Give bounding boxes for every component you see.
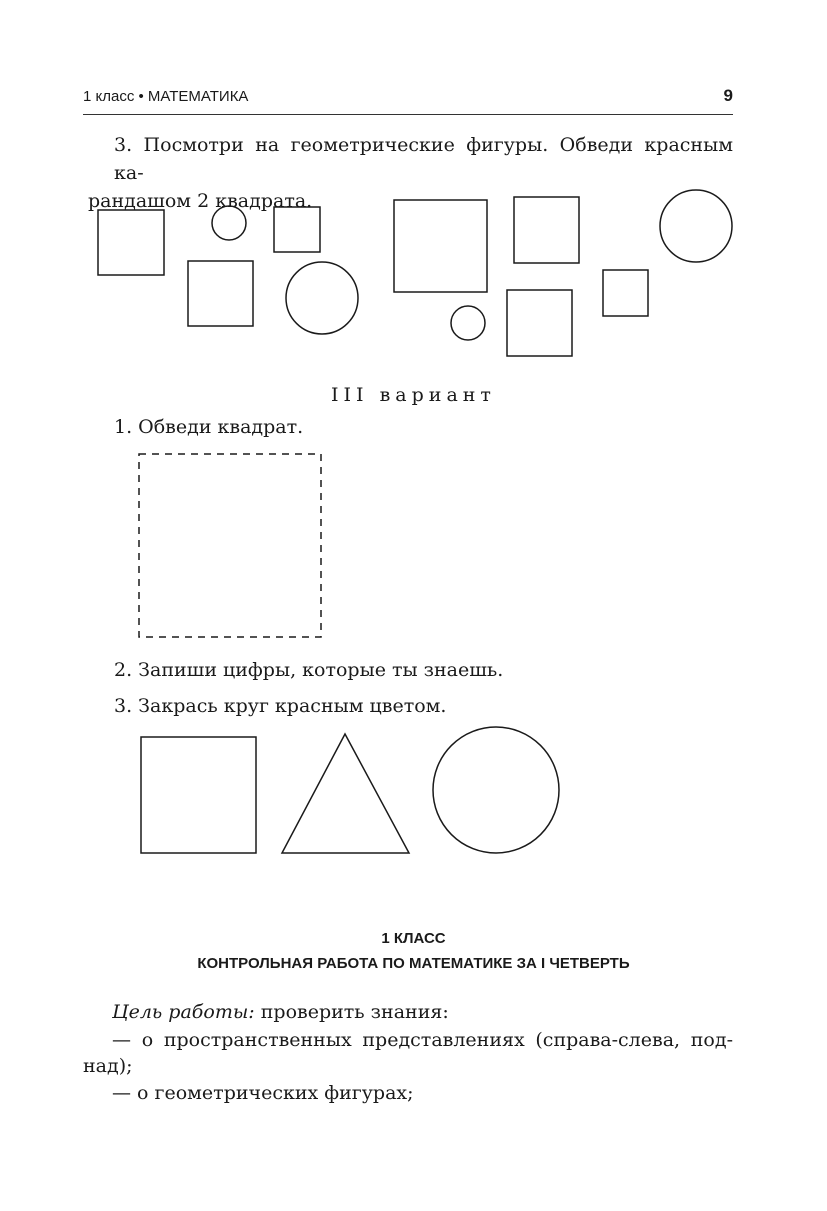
task3-text: 3. Закрась круг красным цветом.	[114, 695, 447, 717]
goal-label: Цель работы:	[112, 1001, 255, 1023]
page-number: 9	[723, 86, 733, 105]
task3-prev-line2: рандашом 2 квадрата.	[88, 190, 313, 212]
circle-shape	[212, 206, 246, 240]
circle-shape	[660, 190, 732, 262]
goal-item2: — о геометрических фигурах;	[112, 1082, 414, 1104]
section-title: КОНТРОЛЬНАЯ РАБОТА ПО МАТЕМАТИКЕ ЗА I ЧЕТВЕРТЬ	[197, 955, 630, 972]
goal-text: проверить знания:	[254, 1001, 449, 1023]
section-grade: 1 КЛАСС	[381, 930, 446, 947]
square-shape	[188, 261, 253, 326]
square-shape	[98, 210, 164, 275]
task1-text: 1. Обведи квадрат.	[114, 416, 304, 438]
square-shape	[141, 737, 256, 853]
goal-item1-line1: — о пространственных представлениях (справа-слева, под-	[112, 1029, 733, 1051]
square-shape	[514, 197, 579, 263]
circle-shape	[451, 306, 485, 340]
task3-prev-line1: 3. Посмотри на геометрические фигуры. Обведи красным ка-	[114, 134, 733, 184]
goal-line	[112, 998, 733, 1026]
variant-title: III вариант	[331, 384, 496, 406]
header-subject: 1 класс • МАТЕМАТИКА	[83, 88, 249, 105]
square-shape	[603, 270, 648, 316]
goal-item1-line2: над);	[83, 1055, 133, 1077]
task2-text: 2. Запиши цифры, которые ты знаешь.	[114, 659, 504, 681]
circle-shape	[286, 262, 358, 334]
square-shape	[507, 290, 572, 356]
triangle-shape	[282, 734, 409, 853]
dashed-square-shape	[139, 454, 321, 637]
circle-shape-to-color	[433, 727, 559, 853]
square-shape	[394, 200, 487, 292]
square-shape	[274, 207, 320, 252]
